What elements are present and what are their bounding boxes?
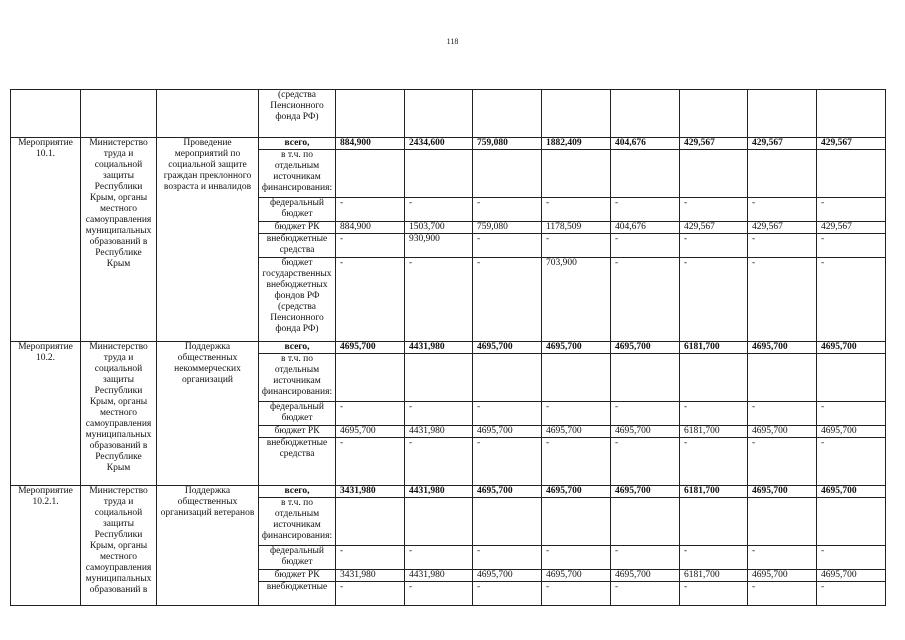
value-cell: - (405, 582, 473, 606)
value-cell: 1882,409 (542, 138, 611, 150)
value-cell: - (611, 234, 680, 258)
source-cell: (средства Пенсионного фонда РФ) (259, 90, 336, 138)
value-cell: 4695,700 (817, 486, 886, 498)
value-cell (473, 150, 542, 198)
value-cell: 4695,700 (473, 486, 542, 498)
value-cell (405, 90, 473, 138)
value-cell: 404,676 (611, 222, 680, 234)
value-cell (611, 90, 680, 138)
value-cell: - (748, 198, 817, 222)
value-cell: 4431,980 (405, 426, 473, 438)
value-cell: - (336, 234, 405, 258)
value-cell: - (336, 582, 405, 606)
measure-cell: Мероприятие 10.1. (11, 138, 81, 342)
executor-cell: Министерство труда и социальной защиты Республики Крым, органы местного самоуправления муниципальных образований в Республике Крым (81, 342, 157, 486)
value-cell: 4695,700 (542, 570, 611, 582)
value-cell: - (611, 546, 680, 570)
value-cell: 4695,700 (817, 426, 886, 438)
value-cell (680, 150, 748, 198)
value-cell: - (817, 234, 886, 258)
value-cell (748, 90, 817, 138)
value-cell (817, 150, 886, 198)
value-cell: - (680, 402, 748, 426)
value-cell (473, 498, 542, 546)
value-cell: 3431,980 (336, 486, 405, 498)
value-cell: - (748, 438, 817, 486)
value-cell: - (817, 438, 886, 486)
value-cell (611, 354, 680, 402)
value-cell: - (542, 234, 611, 258)
value-cell: 884,900 (336, 222, 405, 234)
value-cell: - (817, 546, 886, 570)
value-cell: - (817, 258, 886, 342)
value-cell: - (817, 582, 886, 606)
source-cell: бюджет РК (259, 570, 336, 582)
executor-cell: Министерство труда и социальной защиты Республики Крым, органы местного самоуправления муниципальных образований в Республике Крым (81, 138, 157, 342)
value-cell: 1178,509 (542, 222, 611, 234)
value-cell (817, 498, 886, 546)
executor-cell (81, 90, 157, 138)
value-cell: 4695,700 (542, 342, 611, 354)
value-cell: 1503,700 (405, 222, 473, 234)
value-cell: 429,567 (817, 222, 886, 234)
value-cell: 429,567 (680, 138, 748, 150)
value-cell (542, 90, 611, 138)
source-cell: внебюджетные средства (259, 234, 336, 258)
value-cell: 4695,700 (611, 486, 680, 498)
source-cell: федеральный бюджет (259, 402, 336, 426)
value-cell: 4695,700 (817, 570, 886, 582)
value-cell: 6181,700 (680, 486, 748, 498)
value-cell: 4695,700 (748, 486, 817, 498)
table-row (11, 342, 886, 354)
value-cell (611, 150, 680, 198)
value-cell: - (336, 546, 405, 570)
value-cell: 4695,700 (748, 570, 817, 582)
table-row (11, 138, 886, 150)
value-cell (405, 354, 473, 402)
table-row (11, 90, 886, 138)
source-cell: бюджет РК (259, 222, 336, 234)
value-cell: 4695,700 (542, 426, 611, 438)
value-cell (473, 354, 542, 402)
source-cell: всего, (259, 138, 336, 150)
value-cell: - (336, 402, 405, 426)
value-cell (405, 150, 473, 198)
value-cell (748, 498, 817, 546)
value-cell: 759,080 (473, 222, 542, 234)
executor-cell: Министерство труда и социальной защиты Республики Крым, органы местного самоуправления муниципальных образований в (81, 486, 157, 606)
value-cell: - (817, 402, 886, 426)
value-cell: 4695,700 (336, 342, 405, 354)
value-cell: 3431,980 (336, 570, 405, 582)
source-cell: всего, (259, 486, 336, 498)
value-cell: - (542, 198, 611, 222)
value-cell: 759,080 (473, 138, 542, 150)
value-cell: - (748, 582, 817, 606)
value-cell: 4695,700 (473, 426, 542, 438)
value-cell: - (336, 258, 405, 342)
value-cell: 4695,700 (611, 426, 680, 438)
title-cell: Поддержка общественных организаций ветеранов (157, 486, 259, 606)
value-cell: 429,567 (748, 222, 817, 234)
value-cell: - (611, 402, 680, 426)
title-cell (157, 90, 259, 138)
value-cell: 429,567 (680, 222, 748, 234)
value-cell (817, 354, 886, 402)
value-cell: 4695,700 (336, 426, 405, 438)
value-cell (748, 354, 817, 402)
value-cell: - (473, 402, 542, 426)
value-cell: - (680, 438, 748, 486)
value-cell: - (680, 546, 748, 570)
source-cell: бюджет государственных внебюджетных фондов РФ (средства Пенсионного фонда РФ) (259, 258, 336, 342)
value-cell (336, 498, 405, 546)
value-cell: - (680, 198, 748, 222)
value-cell (336, 354, 405, 402)
value-cell (817, 90, 886, 138)
value-cell (542, 498, 611, 546)
value-cell: 6181,700 (680, 570, 748, 582)
value-cell: - (748, 234, 817, 258)
source-cell: в т.ч. по отдельным источникам финансирования: (259, 150, 336, 198)
source-cell: федеральный бюджет (259, 198, 336, 222)
value-cell (748, 150, 817, 198)
title-cell: Поддержка общественных некоммерческих организаций (157, 342, 259, 486)
value-cell: 703,900 (542, 258, 611, 342)
value-cell: - (680, 234, 748, 258)
value-cell: - (473, 234, 542, 258)
value-cell: 4431,980 (405, 486, 473, 498)
value-cell: 6181,700 (680, 342, 748, 354)
value-cell: - (405, 198, 473, 222)
value-cell: 6181,700 (680, 426, 748, 438)
value-cell: - (680, 582, 748, 606)
budget-table (10, 89, 886, 606)
value-cell: - (405, 258, 473, 342)
value-cell (680, 498, 748, 546)
value-cell: 930,900 (405, 234, 473, 258)
value-cell: 429,567 (748, 138, 817, 150)
value-cell: 429,567 (817, 138, 886, 150)
value-cell: - (611, 438, 680, 486)
value-cell: 4695,700 (817, 342, 886, 354)
value-cell: - (542, 582, 611, 606)
value-cell: - (542, 546, 611, 570)
value-cell: 4695,700 (748, 426, 817, 438)
value-cell (611, 498, 680, 546)
value-cell: - (748, 258, 817, 342)
page-number: 118 (446, 37, 459, 46)
measure-cell (11, 90, 81, 138)
measure-cell: Мероприятие 10.2. (11, 342, 81, 486)
source-cell: всего, (259, 342, 336, 354)
value-cell: - (748, 402, 817, 426)
value-cell: 4695,700 (748, 342, 817, 354)
value-cell: - (405, 546, 473, 570)
value-cell: 4431,980 (405, 342, 473, 354)
value-cell: 2434,600 (405, 138, 473, 150)
value-cell: - (473, 582, 542, 606)
value-cell: - (611, 582, 680, 606)
table-row (11, 486, 886, 498)
source-cell: федеральный бюджет (259, 546, 336, 570)
value-cell (473, 90, 542, 138)
value-cell: 884,900 (336, 138, 405, 150)
value-cell: 404,676 (611, 138, 680, 150)
value-cell: 4695,700 (473, 342, 542, 354)
source-cell: бюджет РК (259, 426, 336, 438)
value-cell: - (473, 546, 542, 570)
value-cell (336, 90, 405, 138)
source-cell: внебюджетные средства (259, 438, 336, 486)
value-cell: - (405, 438, 473, 486)
source-cell: в т.ч. по отдельным источникам финансирования: (259, 354, 336, 402)
value-cell: 4431,980 (405, 570, 473, 582)
value-cell: 4695,700 (611, 342, 680, 354)
value-cell: - (336, 198, 405, 222)
value-cell: - (817, 198, 886, 222)
value-cell: 4695,700 (473, 570, 542, 582)
value-cell: - (336, 438, 405, 486)
value-cell (405, 498, 473, 546)
value-cell: - (748, 546, 817, 570)
value-cell: - (405, 402, 473, 426)
value-cell: - (473, 198, 542, 222)
source-cell: внебюджетные (259, 582, 336, 606)
value-cell: - (473, 258, 542, 342)
value-cell (680, 354, 748, 402)
value-cell: - (473, 438, 542, 486)
value-cell: - (542, 438, 611, 486)
title-cell: Проведение мероприятий по социальной защите граждан преклонного возраста и инвалидов (157, 138, 259, 342)
value-cell: - (611, 198, 680, 222)
value-cell (542, 354, 611, 402)
value-cell (680, 90, 748, 138)
value-cell: 4695,700 (611, 570, 680, 582)
value-cell: 4695,700 (542, 486, 611, 498)
value-cell: - (542, 402, 611, 426)
measure-cell: Мероприятие 10.2.1. (11, 486, 81, 606)
value-cell: - (680, 258, 748, 342)
value-cell (542, 150, 611, 198)
source-cell: в т.ч. по отдельным источникам финансирования: (259, 498, 336, 546)
value-cell: - (611, 258, 680, 342)
value-cell (336, 150, 405, 198)
